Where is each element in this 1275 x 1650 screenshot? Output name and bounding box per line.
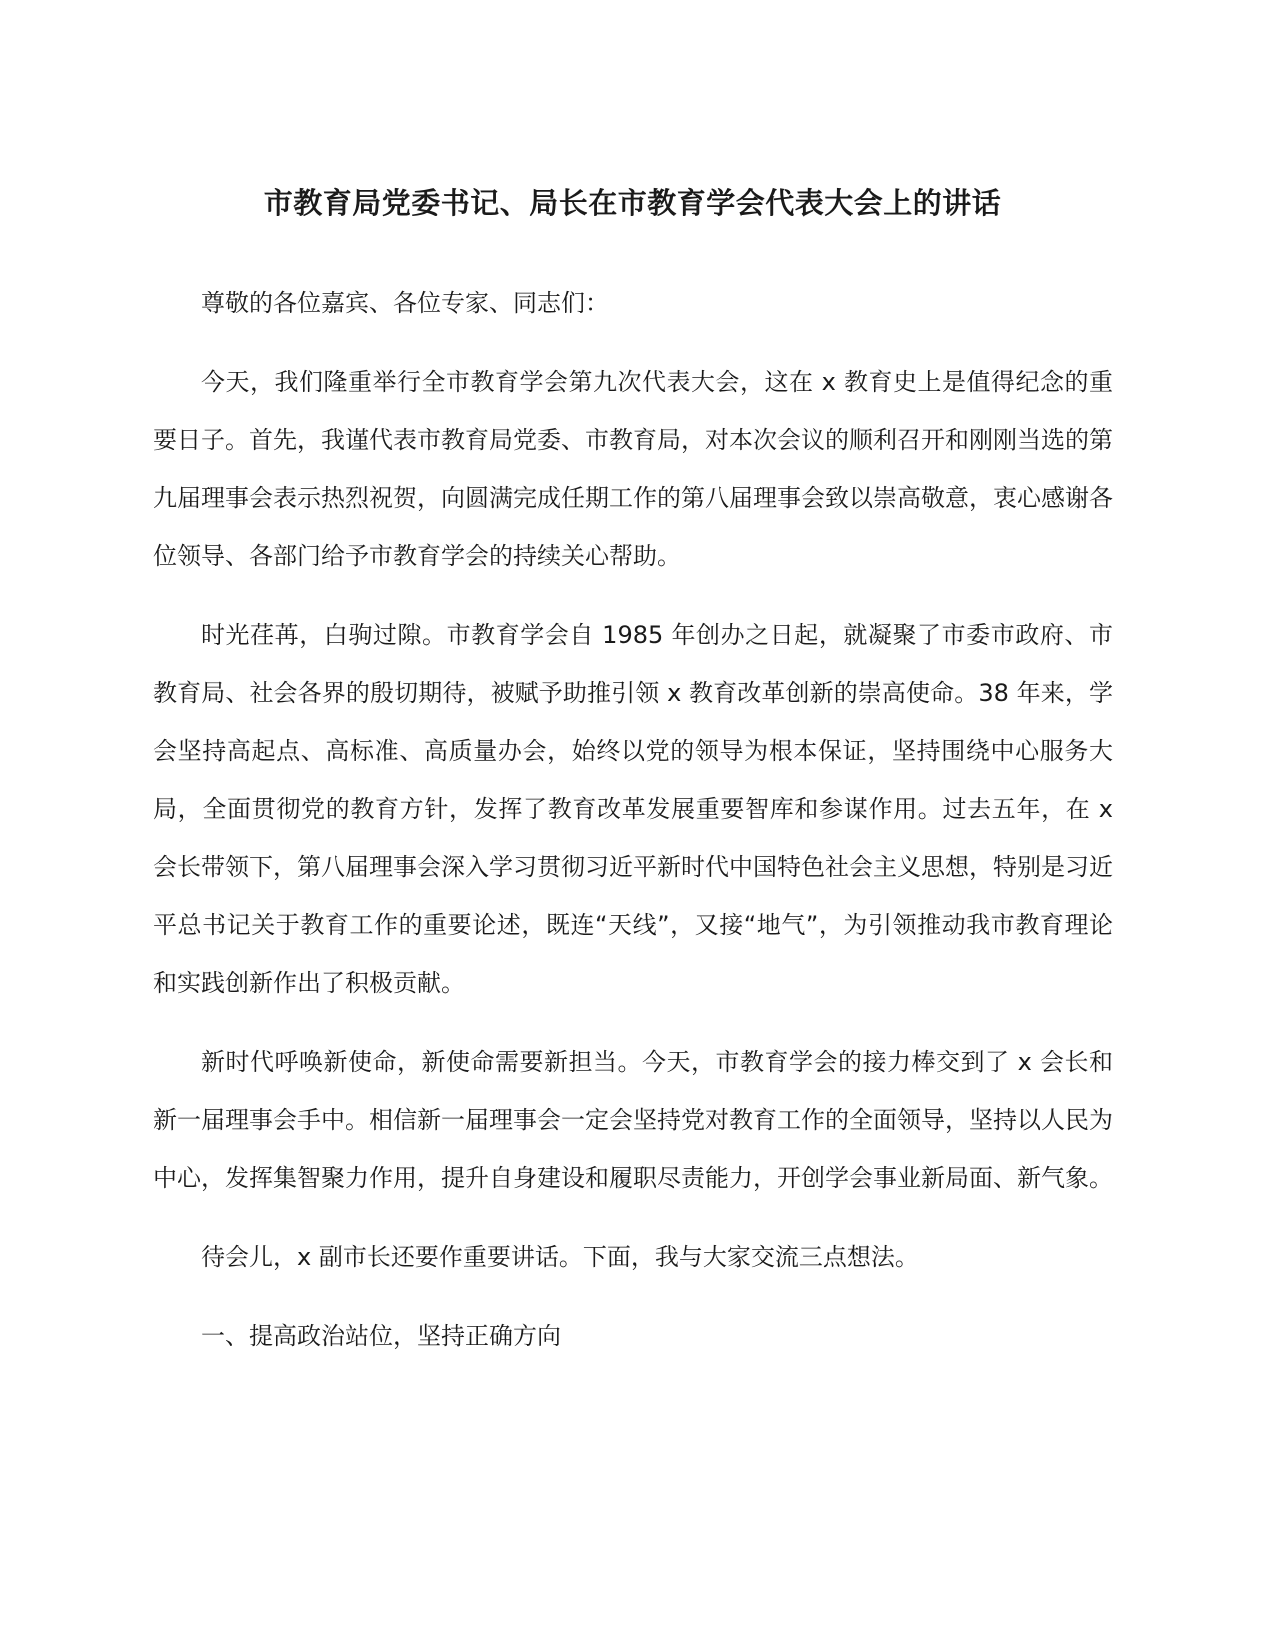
history-paragraph: 时光荏苒，白驹过隙。市教育学会自 1985 年创办之日起，就凝聚了市委市政府、市教育局、社会各界的殷切期待，被赋予助推引领 x 教育改革创新的崇高使命。38 年来，学会坚持高起点、高标准、高质量办会，始终以党的领导为根本保证，坚持围绕中心服务大局，全面贯彻党的教育方针，发挥了教育改革发展重要智库和参谋作用。过去五年，在 x 会长带领下，第八届理事会深入学习贯彻习近平新时代中国特色社会主义思想，特别是习近平总书记关于教育工作的重要论述，既连“天线”，又接“地气”，为引领推动我市教育理论和实践创新作出了积极贡献。 bbox=[153, 621, 1113, 997]
salutation-paragraph: 尊敬的各位嘉宾、各位专家、同志们： bbox=[201, 289, 609, 317]
document-title: 市教育局党委书记、局长在市教育学会代表大会上的讲话 bbox=[263, 186, 1002, 220]
section-heading-1: 一、提高政治站位，坚持正确方向 bbox=[201, 1322, 561, 1350]
opening-paragraph: 今天，我们隆重举行全市教育学会第九次代表大会，这在 x 教育史上是值得纪念的重要日子。首先，我谨代表市教育局党委、市教育局，对本次会议的顺利召开和刚刚当选的第九届理事会表示热烈祝贺，向圆满完成任期工作的第八届理事会致以崇高敬意，衷心感谢各位领导、各部门给予市教育学会的持续关心帮助。 bbox=[153, 368, 1113, 570]
new-era-paragraph: 新时代呼唤新使命，新使命需要新担当。今天，市教育学会的接力棒交到了 x 会长和新一届理事会手中。相信新一届理事会一定会坚持党对教育工作的全面领导，坚持以人民为中心，发挥集智聚力作用，提升自身建设和履职尽责能力，开创学会事业新局面、新气象。 bbox=[153, 1048, 1113, 1192]
transition-paragraph: 待会儿，x 副市长还要作重要讲话。下面，我与大家交流三点想法。 bbox=[201, 1243, 919, 1271]
document-body bbox=[153, 274, 1113, 1386]
